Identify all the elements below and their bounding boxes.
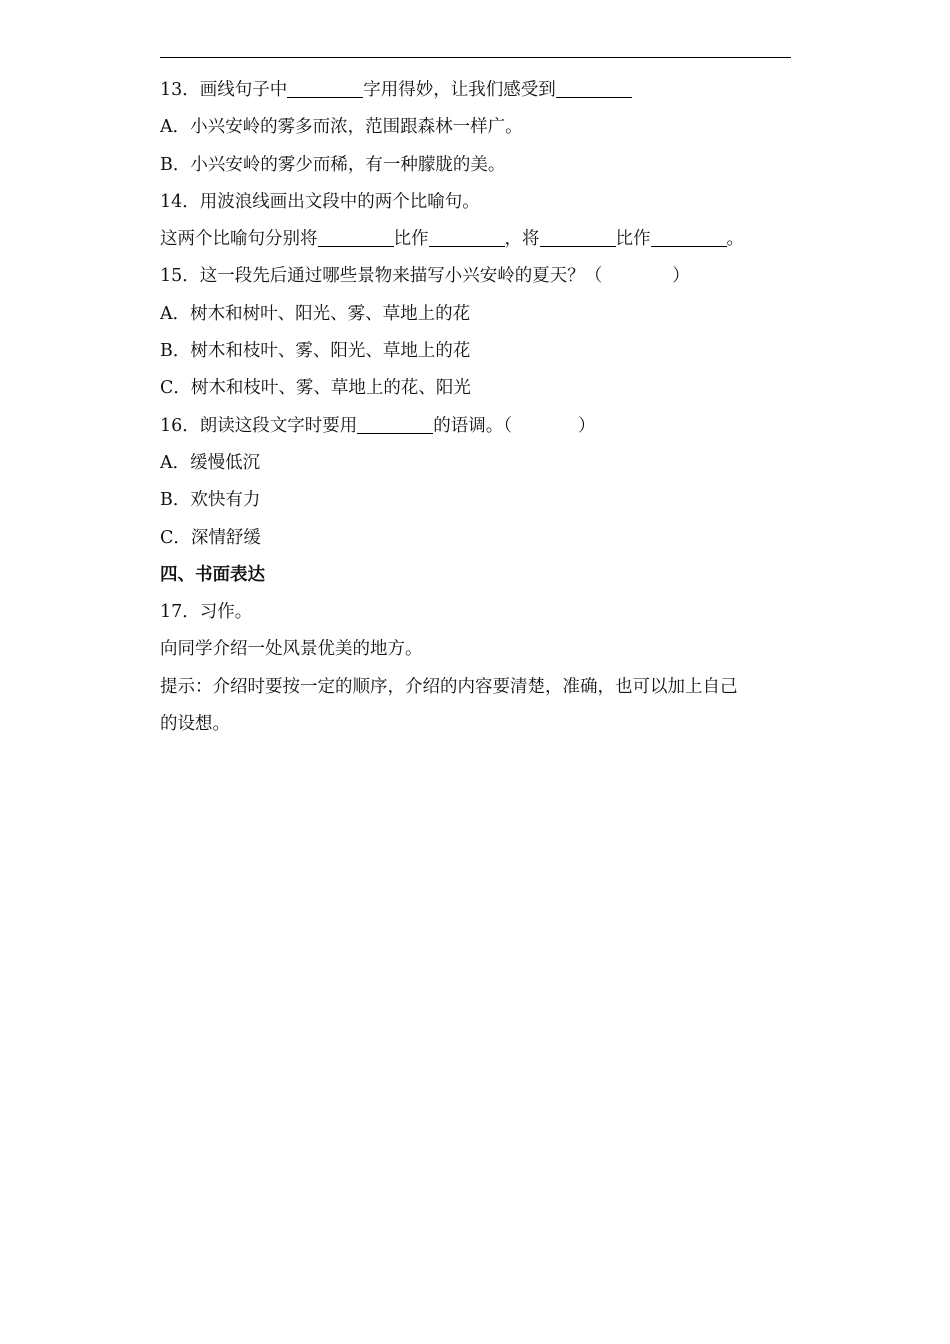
q14-separator: ，将 — [504, 229, 540, 250]
q16-paren-close: ） — [578, 415, 596, 436]
q13-option-b: B．小兴安岭的雾少而稀，有一种朦胧的美。 — [160, 154, 506, 175]
header-rule — [160, 57, 791, 58]
q13-prefix: 13．画线句子中 — [160, 80, 288, 100]
q14-blank-1[interactable] — [318, 227, 394, 247]
q17-hint-line-1: 提示：介绍时要按一定的顺序，介绍的内容要清楚，准确，也可以加上自己 — [160, 676, 738, 697]
q14-fill-end: 。 — [726, 229, 744, 250]
q16-prefix: 16．朗读这段文字时要用 — [160, 415, 358, 436]
q14-fill-prefix: 这两个比喻句分别将 — [160, 229, 318, 250]
q14-blank-3[interactable] — [540, 227, 616, 247]
q16-option-a: A．缓慢低沉 — [160, 452, 261, 473]
q17-prompt: 17．习作。 — [160, 602, 253, 623]
q17-hint-line-2: 的设想。 — [160, 714, 230, 735]
q13-blank-2[interactable] — [556, 78, 632, 98]
worksheet-content — [160, 72, 791, 743]
q14-blank-2[interactable] — [429, 227, 505, 247]
section-heading-written-expression: 四、书面表达 — [160, 564, 265, 585]
q14-fill-line — [160, 221, 791, 258]
q16-suffix: 的语调。（ — [433, 415, 513, 436]
q14-compare-1: 比作 — [393, 229, 429, 250]
q15-option-a: A．树木和树叶、阳光、雾、草地上的花 — [160, 303, 471, 324]
q15-prompt-text: 15．这一段先后通过哪些景物来描写小兴安岭的夏天？（ — [160, 266, 603, 287]
q16-option-c: C．深情舒缓 — [160, 527, 261, 548]
q15-option-c: C．树木和枝叶、雾、草地上的花、阳光 — [160, 378, 471, 399]
q13-prompt — [160, 72, 791, 109]
q13-middle: 字用得妙，让我们感受到 — [363, 80, 556, 100]
q16-option-b: B．欢快有力 — [160, 490, 261, 511]
q16-prompt — [160, 408, 791, 445]
q13-option-a: A．小兴安岭的雾多而浓，范围跟森林一样广。 — [160, 117, 523, 138]
q14-compare-2: 比作 — [615, 229, 651, 250]
q14-prompt: 14．用波浪线画出文段中的两个比喻句。 — [160, 191, 480, 212]
q15-prompt — [160, 258, 791, 295]
q17-task: 向同学介绍一处风景优美的地方。 — [160, 639, 423, 660]
q15-paren-close: ） — [672, 266, 690, 287]
q14-blank-4[interactable] — [651, 227, 727, 247]
q13-blank-1[interactable] — [287, 78, 363, 98]
q15-option-b: B．树木和枝叶、雾、阳光、草地上的花 — [160, 341, 471, 362]
q16-blank[interactable] — [357, 414, 433, 434]
